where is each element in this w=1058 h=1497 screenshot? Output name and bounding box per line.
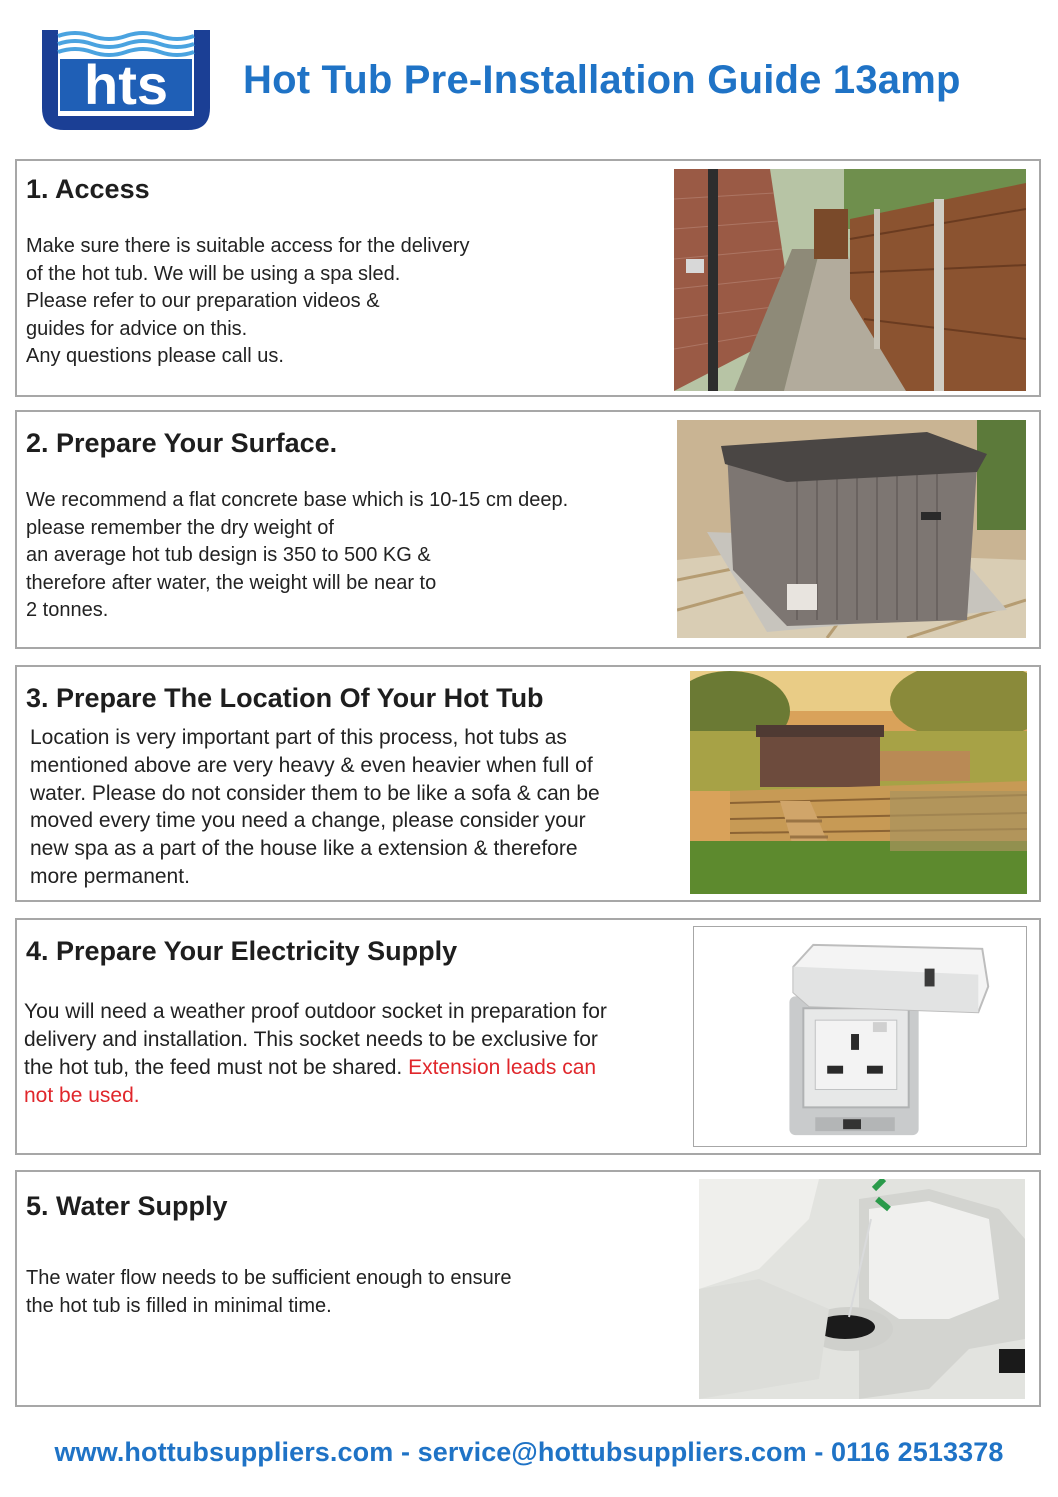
section-body: Make sure there is suitable access for the delivery of the hot tub. We will be using a spa sled. Please refer to our preparation videos & guides for advice on this. Any questions please call us.: [26, 235, 470, 367]
hot-tub-on-concrete-base-photo: [677, 420, 1026, 638]
section-electricity: [15, 918, 1041, 1155]
section-water-supply: [15, 1170, 1041, 1407]
outdoor-socket-photo: [693, 926, 1027, 1147]
section-heading: 2. Prepare Your Surface.: [26, 428, 338, 458]
garden-deck-hot-tub-photo: [690, 671, 1027, 894]
warning-text: Extension leads can: [408, 1056, 597, 1079]
section-heading: 5. Water Supply: [26, 1191, 228, 1221]
section-access: [15, 159, 1041, 397]
page-title: Hot Tub Pre-Installation Guide 13amp: [243, 58, 961, 102]
footer-contact: www.hottubsuppliers.com - service@hottubsuppliers.com - 0116 2513378: [54, 1437, 1004, 1467]
side-alley-photo: [674, 169, 1026, 391]
section-heading: 1. Access: [26, 174, 150, 204]
section-heading: 3. Prepare The Location Of Your Hot Tub: [26, 683, 544, 713]
hot-tub-filling-photo: [699, 1179, 1025, 1399]
section-body: We recommend a flat concrete base which is 10-15 cm deep. please remember the dry weight of an average hot tub design is 350 to 500 KG & therefore after water, the weight will be near to 2 tonnes.: [26, 489, 569, 621]
section-body: Location is very important part of this process, hot tubs as mentioned above are very heavy & even heavier when full of water. Please do not consider them to be like a sofa & can be moved every time you need a change, please consider your new spa as a part of the house like a extension & therefore more permanent.: [30, 726, 600, 888]
section-heading: 4. Prepare Your Electricity Supply: [26, 936, 458, 966]
section-surface: [15, 410, 1041, 649]
section-body: You will need a weather proof outdoor socket in preparation for delivery and installation. This socket needs to be exclusive for the hot tub, the feed must not be shared. Extension leads can not be used.: [24, 998, 607, 1110]
section-location: [15, 665, 1041, 902]
section-body: The water flow needs to be sufficient enough to ensure the hot tub is filled in minimal time.: [26, 1267, 512, 1317]
warning-text: not be used.: [24, 1084, 140, 1107]
logo-text: hts: [84, 53, 168, 116]
hts-logo: [38, 26, 214, 132]
